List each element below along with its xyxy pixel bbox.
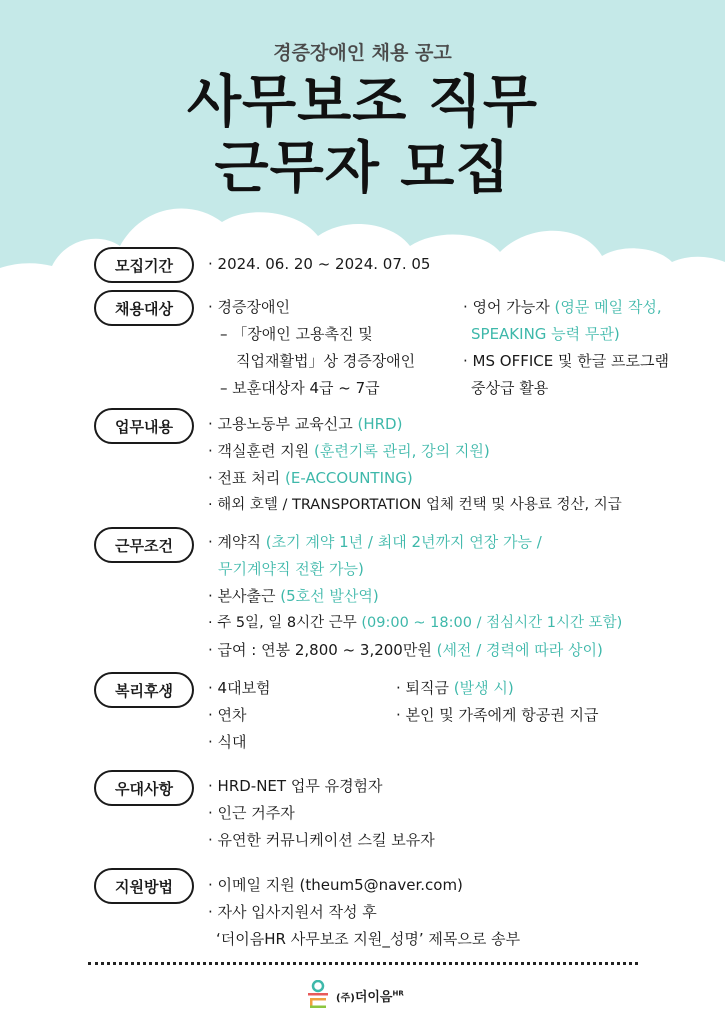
- conditions-1a: · 계약직: [208, 533, 266, 551]
- target-right-1a: · 영어 가능자: [463, 298, 555, 316]
- label-period: 모집기간: [94, 247, 194, 283]
- company-sup: HR: [392, 989, 404, 998]
- period-text: · 2024. 06. 20 ~ 2024. 07. 05: [208, 255, 431, 273]
- duties-1a: · 고용노동부 교육신고: [208, 415, 358, 433]
- benefits-right-1b: (발생 시): [453, 679, 514, 697]
- target-left-1: · 경증장애인: [208, 298, 290, 316]
- divider: [88, 962, 638, 965]
- subtitle: 경증장애인 채용 공고: [273, 42, 452, 64]
- theum-logo-icon: [306, 980, 330, 1010]
- duties-2b: (훈련기록 관리, 강의 지원): [314, 442, 490, 460]
- duties-1b: (HRD): [357, 415, 403, 433]
- company-name: [336, 986, 404, 1005]
- conditions-4b: (09:00 ~ 18:00 / 점심시간 1시간 포함): [361, 615, 623, 631]
- company-name-text: 더이음: [354, 989, 393, 1005]
- page-title: [0, 70, 725, 202]
- duties-3a: · 전표 처리: [208, 469, 286, 487]
- benefits-left-2: · 연차: [208, 706, 247, 724]
- conditions-4a: · 주 5일, 일 8시간 근무: [208, 615, 362, 631]
- target-left-2: – 「장애인 고용촉진 및: [220, 325, 373, 343]
- label-apply: 지원방법: [94, 868, 194, 904]
- benefits-right-1a: · 퇴직금: [396, 679, 454, 697]
- preference-1: · HRD-NET 업무 유경험자: [208, 777, 383, 795]
- target-right-3: · MS OFFICE 및 한글 프로그램: [463, 352, 669, 370]
- preference-2: · 인근 거주자: [208, 804, 295, 822]
- benefits-right-2: · 본인 및 가족에게 항공권 지급: [396, 706, 599, 724]
- apply-3: ‘더이음HR 사무보조 지원_성명’ 제목으로 송부: [216, 930, 521, 948]
- company-logo: [306, 980, 404, 1010]
- label-benefits: 복리후생: [94, 672, 194, 708]
- target-right-4: 중상급 활용: [471, 379, 549, 397]
- benefits-left-1: · 4대보험: [208, 679, 271, 697]
- duties-4: · 해외 호텔 / TRANSPORTATION 업체 컨택 및 사용료 정산, 지급: [208, 497, 622, 513]
- conditions-5a: · 급여 : 연봉 2,800 ~ 3,200만원: [208, 641, 437, 659]
- title-line-2: 근무자 모집: [214, 136, 511, 201]
- conditions-3b: (5호선 발산역): [280, 587, 379, 605]
- conditions-2: 무기계약직 전환 가능): [218, 560, 364, 578]
- conditions-5b: (세전 / 경력에 따라 상이): [436, 641, 603, 659]
- duties-3b: (E-ACCOUNTING): [285, 469, 413, 487]
- label-preference: 우대사항: [94, 770, 194, 806]
- apply-2: · 자사 입사지원서 작성 후: [208, 903, 377, 921]
- conditions-3a: · 본사출근: [208, 587, 281, 605]
- benefits-left-3: · 식대: [208, 733, 247, 751]
- apply-1: · 이메일 지원 (theum5@naver.com): [208, 876, 463, 894]
- target-left-4: – 보훈대상자 4급 ~ 7급: [220, 379, 380, 397]
- conditions-1b: (초기 계약 1년 / 최대 2년까지 연장 가능 /: [265, 533, 542, 551]
- duties-2a: · 객실훈련 지원: [208, 442, 315, 460]
- title-line-1: 사무보조 직무: [186, 70, 539, 135]
- label-conditions: 근무조건: [94, 527, 194, 563]
- label-target: 채용대상: [94, 290, 194, 326]
- preference-3: · 유연한 커뮤니케이션 스킬 보유자: [208, 831, 435, 849]
- target-left-3: 직업재활법」상 경증장애인: [236, 352, 416, 370]
- target-right-1b: (영문 메일 작성,: [554, 298, 662, 316]
- target-right-2: SPEAKING 능력 무관): [471, 325, 620, 343]
- label-duties: 업무내용: [94, 408, 194, 444]
- company-prefix: (주): [336, 992, 355, 1004]
